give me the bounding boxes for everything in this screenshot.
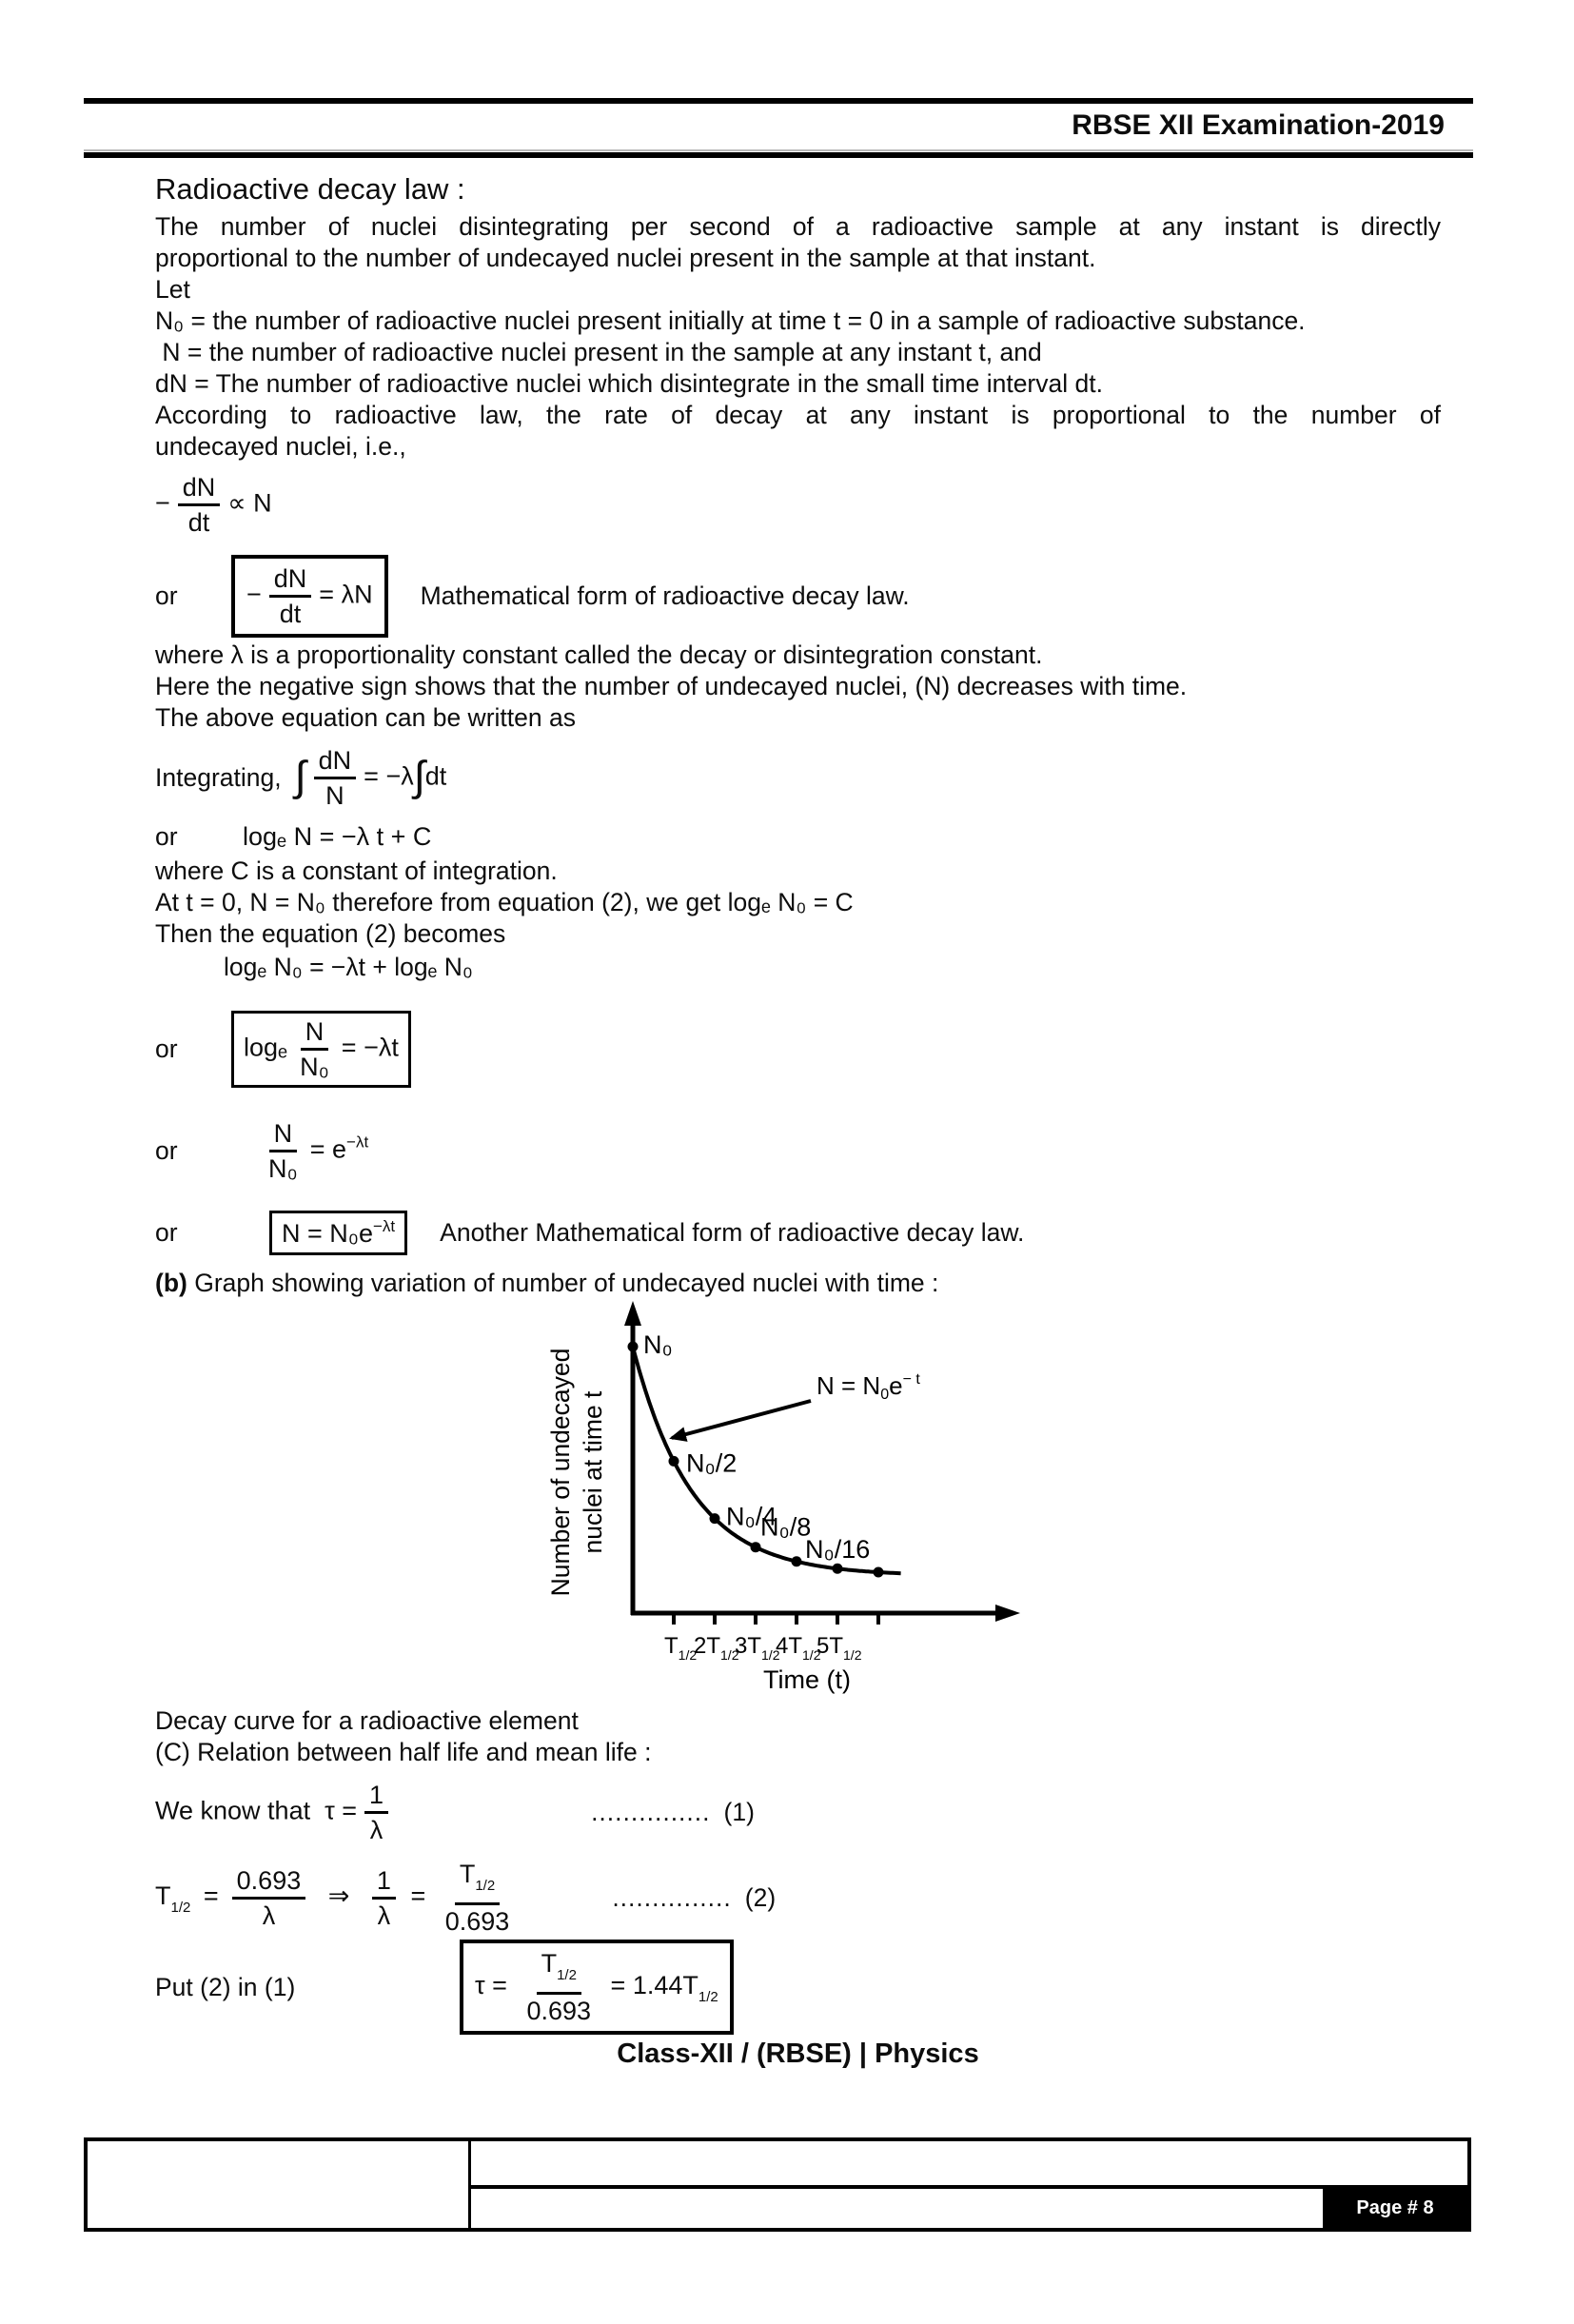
equation-ratio-exponential: or $\frac{N}{\text{N₀}}$ = $e^{-\lambda t}$ bbox=[155, 1118, 369, 1183]
equation-proportional: − $\frac{dN}{dt}$ ∝ N bbox=[155, 472, 272, 537]
equation-integration: Integrating, ∫ $\frac{dN}{N}$ = −λ∫dt bbox=[155, 745, 447, 810]
equation-log-ratio-boxed bbox=[155, 999, 1441, 1098]
paragraph-law-line1: According to radioactive law, the rate of decay at any instant is proportional to the number of bbox=[155, 401, 1441, 429]
definition-n: N = the number of radioactive nuclei present in the sample at any instant t, and bbox=[155, 338, 1042, 366]
line-lambda: where λ is a proportionality constant called the decay or disintegration constant. bbox=[155, 640, 1043, 669]
or-label: or bbox=[155, 1034, 178, 1063]
footer-row-top bbox=[471, 2141, 1467, 2189]
boxed-equation: $N = N_0e^{-\lambda t}$ bbox=[269, 1211, 407, 1255]
paragraph-law-line2: undecayed nuclei, i.e., bbox=[155, 432, 406, 461]
integral-symbol: ∫ bbox=[294, 753, 306, 800]
svg-text:N₀/16: N₀/16 bbox=[805, 1534, 871, 1564]
svg-text:5T1/2: $5T_{1/2}$ bbox=[817, 1633, 862, 1663]
footer-right-cells bbox=[471, 2141, 1467, 2228]
paragraph-intro-line2: proportional to the number of undecayed nuclei present in the sample at that instant. bbox=[155, 244, 1096, 272]
equation-n-exponential-boxed bbox=[155, 1207, 1441, 1258]
graph-caption: Decay curve for a radioactive element bbox=[155, 1706, 579, 1735]
svg-text:N₀: N₀ bbox=[643, 1330, 673, 1359]
header-rule-thin bbox=[84, 149, 1473, 151]
line-at-t0: At t = 0, N = N₀ therefore from equation (2), we get logₑ N₀ = C bbox=[155, 888, 854, 916]
graph-section-heading: (b) Graph showing variation of number of undecayed nuclei with time : bbox=[155, 1269, 939, 1297]
equation-number: (1) bbox=[723, 1797, 755, 1826]
header-rule-top bbox=[84, 98, 1473, 104]
svg-text:Number of undecayed: Number of undecayed bbox=[546, 1348, 575, 1597]
svg-text:N₀/8: N₀/8 bbox=[760, 1512, 812, 1542]
equation-put-result bbox=[155, 1945, 1441, 2029]
definition-dn: dN = The number of radioactive nuclei which disintegrate in the small time interval dt. bbox=[155, 369, 1103, 398]
svg-text:N₀/2: N₀/2 bbox=[686, 1448, 738, 1478]
equation-mean-life: We know that τ = $\frac{1}{\lambda}$ ............... (1) bbox=[155, 1780, 755, 1844]
svg-text:nuclei at time t: nuclei at time t bbox=[579, 1390, 607, 1554]
equation-note: Mathematical form of radioactive decay law. bbox=[420, 581, 910, 610]
definition-n0: N₀ = the number of radioactive nuclei present initially at time t = 0 in a sample of radioactive substance. bbox=[155, 306, 1306, 335]
page-title: RBSE XII Examination-2019 bbox=[1072, 109, 1445, 141]
paragraph-intro-line1: The number of nuclei disintegrating per second of a radioactive sample at any instant is directly bbox=[155, 212, 1441, 241]
section-heading: Radioactive decay law : bbox=[155, 172, 465, 206]
subsection-c-heading: (C) Relation between half life and mean life : bbox=[155, 1738, 652, 1766]
let-label: Let bbox=[155, 275, 190, 304]
header-rule-bottom bbox=[84, 152, 1473, 158]
equation-decay-law-boxed bbox=[155, 552, 1441, 640]
line-above-equation: The above equation can be written as bbox=[155, 703, 576, 732]
equation-log-c: or logₑ N = −λ t + C bbox=[155, 821, 432, 851]
line-constant-c: where C is a constant of integration. bbox=[155, 857, 558, 885]
footer-row-bottom bbox=[471, 2189, 1467, 2228]
line-negative-sign: Here the negative sign shows that the number of undecayed nuclei, (N) decreases with time. bbox=[155, 672, 1188, 700]
decay-curve-chart bbox=[371, 1299, 1037, 1699]
svg-text:3T1/2: $3T_{1/2}$ bbox=[735, 1633, 780, 1663]
or-label: or bbox=[155, 1135, 178, 1165]
footer-center-title: Class-XII / (RBSE) | Physics bbox=[617, 2038, 979, 2069]
svg-text:N = N0e− t: $N = N0e^{- t}$ bbox=[817, 1371, 920, 1403]
dotted-leader: ............... bbox=[612, 1882, 732, 1912]
equation-note: Another Mathematical form of radioactive decay law. bbox=[440, 1217, 1025, 1247]
boxed-equation: logₑ $\frac{N}{\text{N₀}}$ = −λt bbox=[231, 1011, 411, 1088]
svg-text:2T1/2: $2T_{1/2}$ bbox=[694, 1633, 739, 1663]
svg-text:T1/2: $T_{1/2}$ bbox=[664, 1633, 698, 1663]
equation-half-life: $T_{1/2}$ = $\frac{0.693}{\lambda}$ ⇒ $\frac{1}{\lambda}$ = $\frac{T_{1/2}}{0.693}$ ............... (2) bbox=[155, 1860, 777, 1936]
svg-text:4T1/2: $4T_{1/2}$ bbox=[776, 1633, 821, 1663]
decay-graph bbox=[371, 1299, 1441, 1705]
or-label: or bbox=[155, 821, 178, 851]
footer-table bbox=[84, 2137, 1471, 2232]
dotted-leader: ............... bbox=[591, 1797, 711, 1826]
svg-text:N₀/4: N₀/4 bbox=[726, 1502, 777, 1531]
equation-log-expanded: logₑ N₀ = −λt + logₑ N₀ bbox=[224, 953, 473, 981]
footer-left-cell bbox=[88, 2141, 471, 2228]
page-number-badge: Page # 8 bbox=[1323, 2189, 1467, 2228]
equation-number: (2) bbox=[744, 1882, 777, 1912]
boxed-equation: τ = $\frac{T_{1/2}}{0.693}$ = $1.44T_{1/2}$ bbox=[460, 1940, 734, 2035]
document-body bbox=[0, 171, 1574, 2070]
put-label: Put (2) in (1) bbox=[155, 1972, 296, 2001]
or-label: or bbox=[155, 1217, 178, 1247]
or-label: or bbox=[155, 581, 178, 610]
integral-symbol: ∫ bbox=[413, 753, 425, 800]
svg-text:Time (t): Time (t) bbox=[763, 1665, 851, 1694]
line-then-equation: Then the equation (2) becomes bbox=[155, 919, 506, 948]
boxed-equation: − $\frac{dN}{dt}$ = λN bbox=[231, 555, 388, 638]
